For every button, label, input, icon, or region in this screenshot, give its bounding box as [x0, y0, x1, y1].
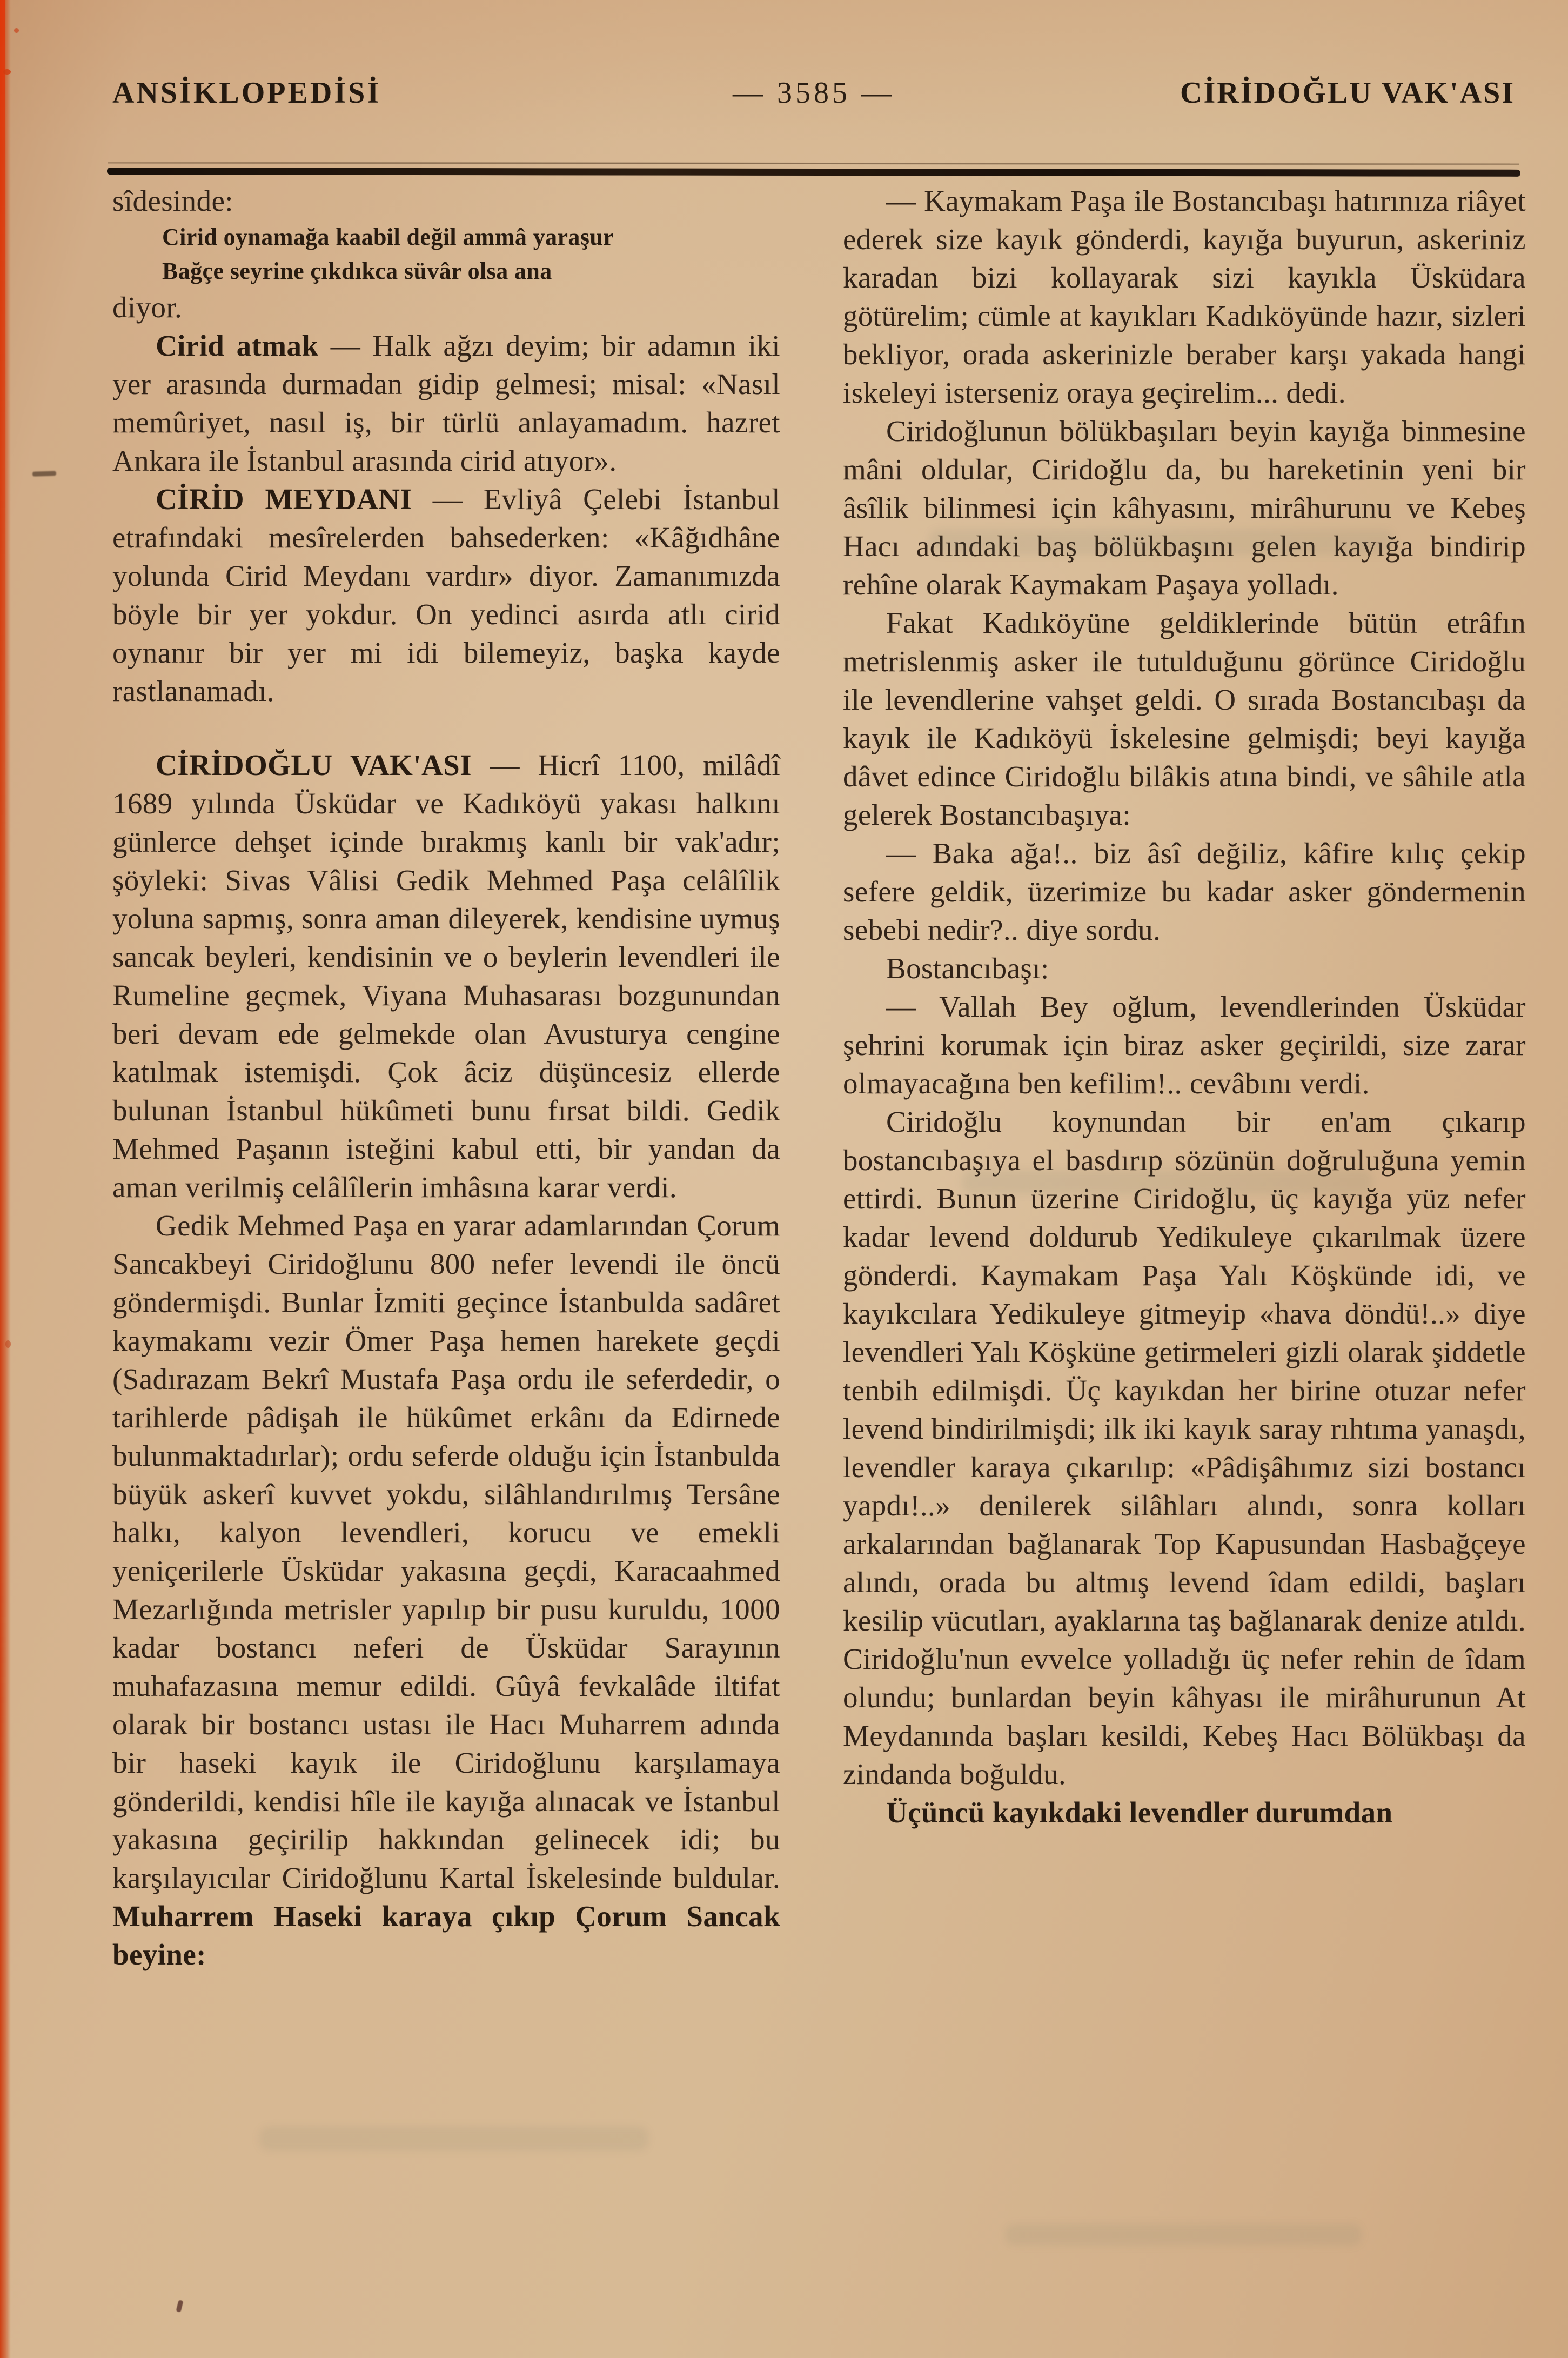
paragraph — [112, 480, 780, 710]
paragraph — [112, 288, 780, 326]
show-through-artifact — [929, 530, 1394, 555]
show-through-artifact — [259, 2127, 648, 2150]
text-run: sîdesinde: — [112, 184, 233, 217]
show-through-artifact — [962, 1170, 1372, 1194]
scan-speck — [5, 1340, 11, 1348]
paragraph — [843, 412, 1526, 604]
paragraph — [112, 182, 780, 220]
page-number: — 3585 — — [733, 76, 895, 110]
paragraph — [843, 949, 1526, 987]
paragraph — [843, 604, 1526, 834]
header-rule-thick — [107, 168, 1520, 177]
paragraph — [843, 1103, 1526, 1793]
running-head-article: CİRİDOĞLU VAK'ASI — [1180, 76, 1515, 110]
text-run: Cirid atmak — [156, 329, 319, 362]
text-run: — Evliyâ Çelebi İstanbul etrafındaki mesîrelerden bahsederken: «Kâğıdhâne yolunda Cirid Meydanı vardır» diyor. Zamanımızda böyle bir yer yokdur. On yedinci asırda atlı cirid oynanır bir yer mi idi bilemeyiz, başka kayde rastlanamadı. — [112, 483, 780, 707]
text-run: Bağçe seyrine çıkdıkca süvâr olsa ana — [162, 258, 552, 284]
text-run: Fakat Kadıköyüne geldiklerinde bütün etrâfın metrislenmiş asker ile tutulduğunu görünce Ciridoğlu ile levendlerine vahşet geldi. O sırada Bostancıbaşı da kayık ile Kadıköyü İskelesine gelmişdi; beyi kayığa dâvet edince Ciridoğlu bilâkis atına bindi, ve sâhile atla gelerek Bostancıbaşıya: — [843, 606, 1526, 831]
paragraph — [843, 182, 1526, 412]
text-run: Cirid oynamağa kaabil değil ammâ yaraşur — [162, 224, 614, 250]
text-run: Muharrem Haseki karaya çıkıp Çorum Sancak beyine: — [112, 1900, 780, 1971]
scan-speck — [3, 69, 11, 75]
paragraph — [112, 326, 780, 480]
text-run: Ciridoğlu koynundan bir en'am çıkarıp bostancıbaşıya el basdırıp sözünün doğruluğuna yemin ettirdi. Bunun üzerine Ciridoğlu, üç kayığa yüz nefer kadar levend doldurub Yedikuleye çıkarılmak üzere gönderdi. Kaymakam Paşa Yalı Köşkünde idi, ve kayıkcılara Yedikuleye gitmeyip «hava döndü!..» diye levendleri Yalı Köşküne getirmeleri gizli olarak şiddetle tenbih edilmişdi. Üç kayıkdan her birine otuzar nefer levend bindirilmişdi; ilk iki kayık saray rıhtıma yanaşdı, levendler karaya çıkarılıp: «Pâdişâhımız sizi bostancı yapdı!..» denilerek silâhları alındı, sonra kolları arkalarından bağlanarak Top Kapusundan Hasbağçeye alındı, orada bu altmış levend îdam edildi, başları kesilip vücutları, ayaklarına taş bağlanarak denize atıldı. Ciridoğlu'nun evvelce yolladığı üç nefer rehin de îdam olundu; bunlardan beyin kâhyası ile mirâhurunun At Meydanında başları kesildi, Kebeş Hacı Bölükbaşı da zindanda boğuldu. — [843, 1105, 1526, 1791]
text-run: — Hicrî 1100, milâdî 1689 yılında Üsküdar ve Kadıköyü yakası halkını günlerce dehşet içinde bırakmış kanlı bir vak'adır; şöyleki: Sivas Vâlisi Gedik Mehmed Paşa celâlîlik yoluna sapmış, sonra aman dileyerek, kendisine uymuş sancak beyleri, kendisinin ve o beylerin levendleri ile Rumeline geçmek, Viyana Muhasarası bozgunundan beri devam ede gelmekde olan Avusturya cengine katılmak istemişdi. Çok âciz düşüncesiz ellerde bulunan İstanbul hükûmeti bunu fırsat bildi. Gedik Mehmed Paşanın isteğini kabul etti, bir yandan da aman verilmiş celâlîlerin imhâsına karar verdi. — [112, 749, 781, 1204]
paragraph — [162, 220, 780, 254]
text-run: CİRİDOĞLU VAK'ASI — [156, 749, 472, 781]
column-left — [112, 182, 780, 1974]
running-head — [112, 76, 1515, 110]
text-run: — Vallah Bey oğlum, levendlerinden Üsküdar şehrini korumak için biraz asker geçirildi, size zarar olmayacağına ben kefilim!.. cevâbını verdi. — [843, 990, 1526, 1100]
show-through-artifact — [1005, 2224, 1362, 2246]
text-run: Gedik Mehmed Paşa en yarar adamlarından Çorum Sancakbeyi Ciridoğlunu 800 nefer levendi ile öncü göndermişdi. Bunlar İzmiti geçince İstanbulda sadâret kaymakamı vezir Ömer Paşa hemen harekete geçdi (Sadırazam Bekrî Mustafa Paşa ordu ile seferdedir, o tarihlerde pâdişah ile hükûmet erkânı da Edirnede bulunmaktadırlar); ordu seferde olduğu için İstanbulda büyük askerî kuvvet yokdu, silâhlandırılmış Tersâne halkı, kalyon levendleri, korucu ve emekli yeniçerilerle Üsküdar yakasına geçdi, Karacaahmed Mezarlığında metrisler yapılıp bir pusu kuruldu, 1000 kadar bostancı neferi de Üsküdar Sarayının muhafazasına memur edildi. Gûyâ fevkalâde iltifat olarak bir bostancı ustası ile Hacı Muharrem adında bir haseki kayık ile Ciridoğlunu karşılamaya gönderildi, kendisi hîle ile kayığa alınacak ve İstanbul yakasına geçirilip hakkından gelinecek idi; bu karşılayıcılar Ciridoğlunu Kartal İskelesinde buldular. — [112, 1209, 780, 1894]
paragraph — [843, 987, 1526, 1103]
scan-edge-artifact — [0, 0, 5, 1085]
text-body — [112, 182, 1526, 1974]
header-rule-thin — [108, 162, 1519, 165]
column-right — [843, 182, 1526, 1974]
text-run: Bostancıbaşı: — [886, 952, 1049, 985]
stray-ink-mark — [32, 471, 56, 477]
text-run: Üçüncü kayıkdaki levendler durumdan — [886, 1796, 1393, 1829]
text-run: diyor. — [112, 291, 183, 324]
text-run: — Baka ağa!.. biz âsî değiliz, kâfire kılıç çekip sefere geldik, üzerimize bu kadar asker göndermenin sebebi nedir?.. diye sordu. — [843, 837, 1526, 946]
scan-speck — [14, 28, 19, 33]
paragraph — [112, 746, 780, 1206]
text-run: — Kaymakam Paşa ile Bostancıbaşı hatırınıza riâyet ederek size kayık gönderdi, kayığa buyurun, askeriniz karadan bizi kollayarak sizi kayıkla Üsküdara götürelim; cümle at kayıkları Kadıköyünde hazır, sizleri bekliyor, orada askerinizle beraber karşı yakada hangi iskeleyi isterseniz oraya geçirelim... dedi. — [843, 184, 1526, 409]
stray-ink-mark — [176, 2300, 183, 2313]
paragraph — [112, 1206, 780, 1974]
text-run: — Halk ağzı deyim; bir adamın iki yer arasında durmadan gidip gelmesi; misal: «Nasıl memûriyet, nasıl iş, bir türlü anlayamadım. hazret Ankara ile İstanbul arasında cirid atıyor». — [112, 329, 780, 477]
paragraph — [843, 834, 1526, 949]
paragraph — [162, 254, 780, 288]
text-run: Ciridoğlunun bölükbaşıları beyin kayığa binmesine mâni oldular, Ciridoğlu da, bu hareketinin yeni bir âsîlik bilinmesi için kâhyasını, mirâhurunu ve Kebeş Hacı adındaki baş bölükbaşını gelen kayığa bindirip rehîne olarak Kaymakam Paşaya yolladı. — [843, 415, 1526, 601]
running-head-title: ANSİKLOPEDİSİ — [112, 76, 381, 110]
text-run: CİRİD MEYDANI — [156, 483, 412, 516]
paragraph — [843, 1793, 1526, 1832]
